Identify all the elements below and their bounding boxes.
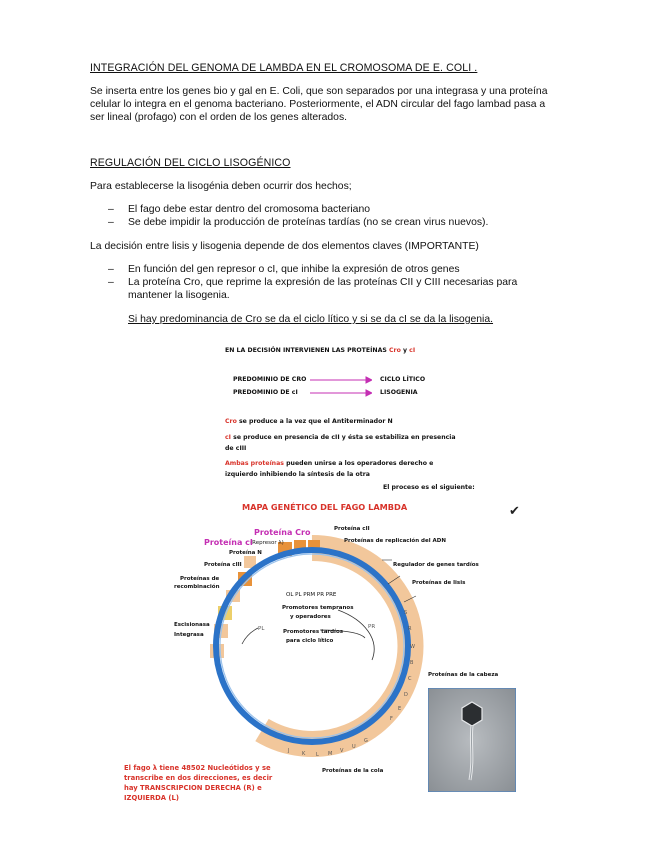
label-proteinas-de: Proteínas de <box>180 576 220 582</box>
section2-intro: Para establecerse la lisogénia deben ocurrir dos hechos; <box>90 181 352 192</box>
paragraph-line: Se inserta entre los genes bio y gal en E. Coli, que son separados por una integrasa y una proteína <box>90 86 548 97</box>
proceso-label: El proceso es el siguiente: <box>383 484 475 491</box>
section2-decision: La decisión entre lisis y lisogenia depende de dos elementos claves (IMPORTANTE) <box>90 241 479 252</box>
paragraph-line: ser lineal (profago) con el orden de los genes alterados. <box>90 112 348 124</box>
phage-note: El fago λ tiene 48502 Nucleótidos y se transcribe en dos direcciones, es decir hay TRANSCRIPCION DERECHA (R) e IZQUIERDA (L) <box>124 764 273 802</box>
svg-text:U: U <box>352 744 356 750</box>
svg-text:D: D <box>404 692 408 698</box>
promoter-arrow <box>242 628 258 644</box>
label-proteina-cii: Proteína cII <box>334 526 370 532</box>
bullet-list-1 <box>108 203 608 229</box>
svg-text:S: S <box>404 610 408 616</box>
label-represor: (Represor λ) <box>250 540 284 546</box>
map-title: MAPA GENÉTICO DEL FAGO LAMBDA <box>242 502 408 512</box>
underlined-conclusion: Si hay predominancia de Cro se da el ciclo lítico y si se da cI se da la lisogenia. <box>128 314 494 325</box>
label-promotores-tardios: Promotores tardíos <box>283 629 343 635</box>
arrow-head <box>366 390 372 396</box>
label-pl: PL <box>258 626 265 632</box>
label-pr: PR <box>368 624 376 630</box>
svg-text:L: L <box>316 752 319 758</box>
gene-band <box>262 548 410 744</box>
cro-line: Cro se produce a la vez que el Antiterminador N <box>225 418 393 425</box>
arrows <box>310 375 372 399</box>
label-promotores-tempranos: Promotores tempranos <box>282 605 354 611</box>
bullet-list-2 <box>108 263 608 302</box>
row-right-litico: CICLO LÍTICO <box>380 376 426 383</box>
label-cola: Proteínas de la cola <box>322 768 384 774</box>
phage-head <box>462 702 482 726</box>
genetic-map <box>160 520 460 780</box>
svg-text:V: V <box>340 748 344 754</box>
dna-ring <box>216 550 408 742</box>
svg-text:J: J <box>288 748 290 754</box>
svg-text:C: C <box>408 676 412 682</box>
label-cabeza: Proteínas de la cabeza <box>428 672 499 678</box>
row-right-lisogenia: LISOGENIA <box>380 389 418 396</box>
list-item: – Se debe impidir la producción de proteínas tardías (no se crean virus nuevos). <box>108 217 489 228</box>
label-recombinacion: recombinación <box>174 584 220 590</box>
svg-text:F: F <box>390 716 393 722</box>
check-icon: ✔ <box>509 503 520 518</box>
svg-text:E: E <box>398 706 402 712</box>
row-left-cl: PREDOMINIO DE cI <box>233 389 298 396</box>
ambas-line-1: Ambas proteínas pueden unirse a los operadores derecho e <box>225 460 434 467</box>
cl-line-1: cI se produce en presencia de cII y ésta se estabiliza en presencia <box>225 434 456 441</box>
label-escisionasa: Escisionasa <box>174 622 210 628</box>
label-operadores: y operadores <box>290 614 331 620</box>
ambas-line-2: izquierdo inhibiendo la síntesis de la otra <box>225 471 370 478</box>
label-promotores-line: OL PL PRM PR PRE <box>286 592 337 598</box>
svg-text:W: W <box>410 644 415 650</box>
svg-text:M: M <box>328 751 333 757</box>
section1-paragraph <box>90 85 620 125</box>
label-proteina-ciii: Proteína cIII <box>204 562 242 568</box>
list-item: – La proteína Cro, que reprime la expresión de las proteínas CII y CIII necesarias para <box>108 277 518 288</box>
label-lisis: Proteínas de lisis <box>412 580 466 586</box>
row-left-cro: PREDOMINIO DE CRO <box>233 376 307 383</box>
label-replicacion: Proteínas de replicación del ADN <box>344 538 446 544</box>
section1-title: INTEGRACIÓN DEL GENOMA DE LAMBDA EN EL CROMOSOMA DE E. COLI . <box>90 62 478 74</box>
svg-text:G: G <box>364 738 368 744</box>
paragraph-line: celular lo integra en el genoma bacteriano. Posteriormente, el ADN circular del fago lambad pasa a <box>90 99 546 111</box>
list-item: – El fago debe estar dentro del cromosoma bacteriano <box>108 204 371 215</box>
section2-title: REGULACIÓN DEL CICLO LISOGÉNICO <box>90 157 291 169</box>
phage-micrograph <box>428 688 516 792</box>
figure-heading: EN LA DECISIÓN INTERVIENEN LAS PROTEÍNAS Cro y cI <box>225 347 416 354</box>
svg-text:R: R <box>408 626 412 632</box>
label-integrasa: Integrasa <box>174 632 204 638</box>
arrow-head <box>366 377 372 383</box>
label-proteina-cl: Proteína cI <box>204 538 253 547</box>
label-ciclo-litico: para ciclo lítico <box>286 638 334 644</box>
label-regulador: Regulador de genes tardíos <box>393 562 479 568</box>
svg-text:K: K <box>302 751 306 757</box>
list-item-continuation: mantener la lisogenia. <box>128 290 230 301</box>
list-item: – En función del gen represor o cI, que inhibe la expresión de otros genes <box>108 264 460 275</box>
promoter-arrow <box>338 610 374 660</box>
label-proteina-n: Proteína N <box>229 550 262 556</box>
label-proteina-cro: Proteína Cro <box>254 528 311 537</box>
svg-text:B: B <box>410 660 414 666</box>
cl-line-2: de cIII <box>225 445 247 452</box>
